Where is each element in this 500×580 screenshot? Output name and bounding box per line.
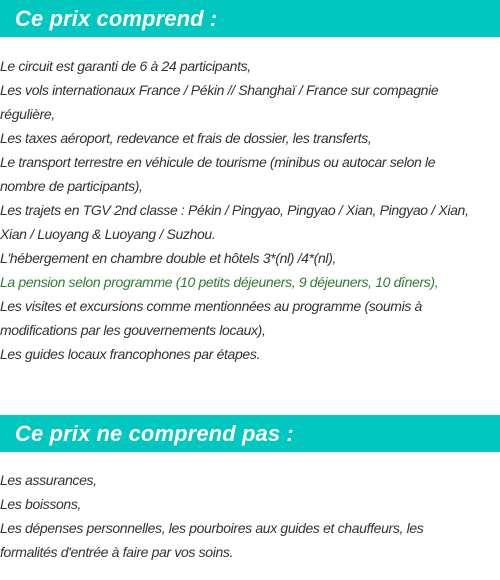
list-item: Les boissons,	[0, 496, 82, 512]
list-item: Les guides locaux francophones par étapes.	[0, 346, 261, 362]
list-item: Xian / Luoyang & Luoyang / Suzhou.	[0, 226, 216, 242]
list-item: Les visites et excursions comme mentionnées au programme (soumis à	[0, 298, 422, 314]
list-item: formalités d'entrée à faire par vos soins.	[0, 544, 234, 560]
excluded-list	[0, 468, 500, 564]
list-item: nombre de participants),	[0, 178, 143, 194]
excluded-title: Ce prix ne comprend pas :	[15, 420, 294, 446]
included-title: Ce prix comprend :	[15, 5, 218, 31]
list-item: Les trajets en TGV 2nd classe : Pékin / Pingyao, Pingyao / Xian, Pingyao / Xian,	[0, 202, 469, 218]
included-section-header	[0, 0, 500, 37]
included-list	[0, 54, 500, 366]
list-item: L'hébergement en chambre double et hôtels 3*(nl) /4*(nl),	[0, 250, 337, 266]
list-item: Les vols internationaux France / Pékin // Shanghaï / France sur compagnie	[0, 82, 439, 98]
list-item: La pension selon programme (10 petits déjeuners, 9 déjeuners, 10 dîners),	[0, 274, 439, 290]
list-item: régulière,	[0, 106, 55, 122]
list-item: Le transport terrestre en véhicule de tourisme (minibus ou autocar selon le	[0, 154, 436, 170]
list-item: Les assurances,	[0, 472, 97, 488]
list-item: Les dépenses personnelles, les pourboires aux guides et chauffeurs, les	[0, 520, 424, 536]
list-item: Les taxes aéroport, redevance et frais de dossier, les transferts,	[0, 130, 372, 146]
list-item: Le circuit est garanti de 6 à 24 participants,	[0, 58, 251, 74]
list-item: modifications par les gouvernements locaux),	[0, 322, 266, 338]
excluded-section-header	[0, 415, 500, 452]
